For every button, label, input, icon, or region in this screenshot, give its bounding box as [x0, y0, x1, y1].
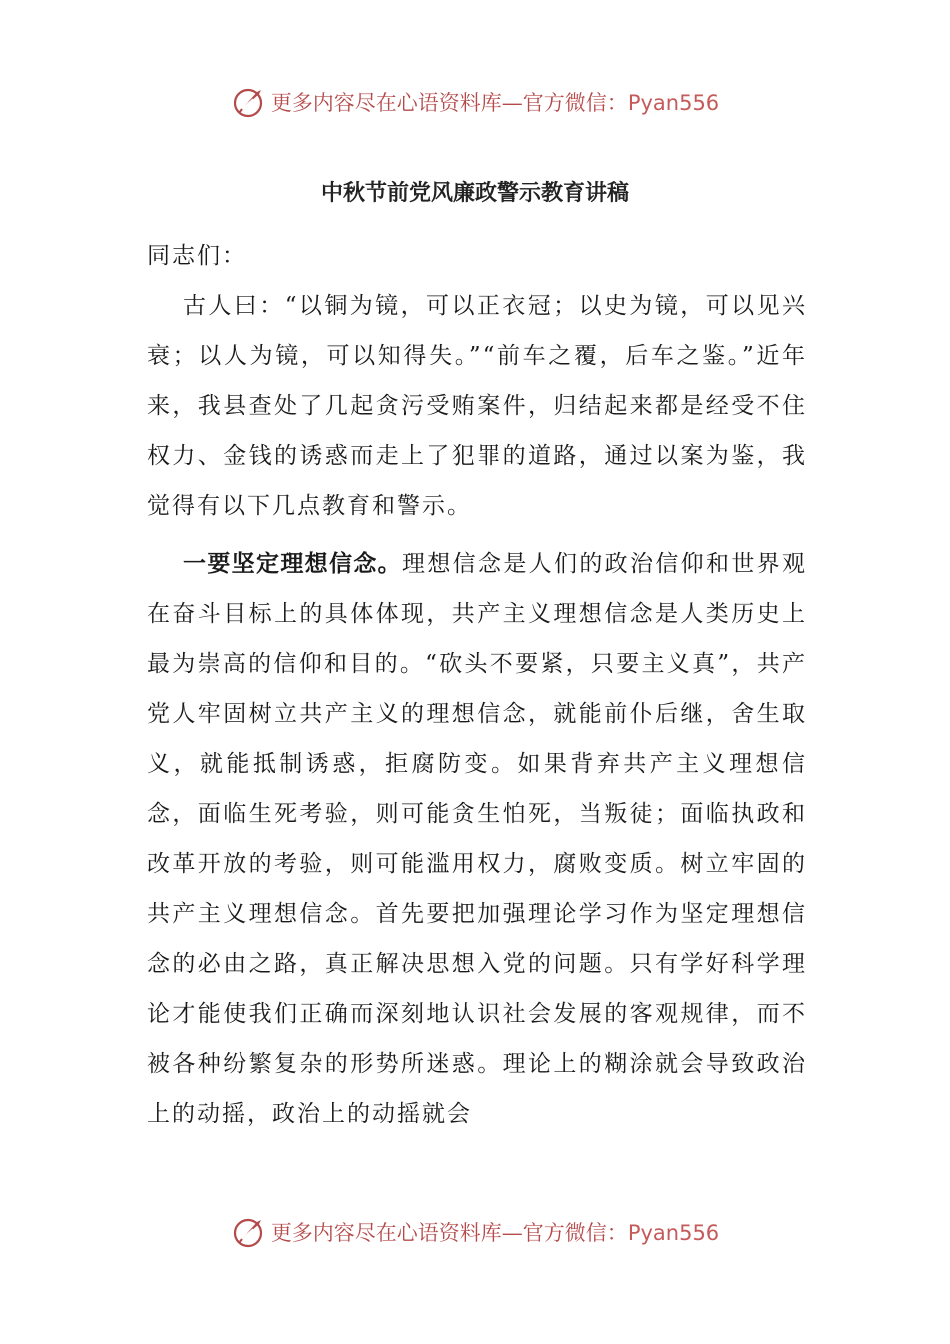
banner-label: 更多内容尽在心语资料库—官方微信：	[270, 91, 628, 115]
quill-pen-logo-icon	[231, 84, 267, 120]
banner-label: 更多内容尽在心语资料库—官方微信：	[270, 1221, 628, 1245]
paragraph-body: 理想信念是人们的政治信仰和世界观在奋斗目标上的具体体现，共产主义理想信念是人类历史上最为崇高的信仰和目的。“砍头不要紧，只要主义真”，共产党人牢固树立共产主义的理想信念，就能前仆后继，舍生取义，就能抵制诱惑，拒腐防变。如果背弃共产主义理想信念，面临生死考验，则可能贪生怕死，当叛徒；面临执政和改革开放的考验，则可能滥用权力，腐败变质。树立牢固的共产主义理想信念。首先要把加强理论学习作为坚定理想信念的必由之路，真正解决思想入党的问题。只有学好科学理论才能使我们正确而深刻地认识社会发展的客观规律，而不被各种纷繁复杂的形势所迷惑。理论上的糊涂就会导致政治上的动摇，政治上的动摇就会	[147, 551, 808, 1127]
footer-banner	[0, 1212, 950, 1252]
quill-pen-logo-icon	[231, 1214, 267, 1250]
header-banner	[0, 82, 950, 122]
banner-text	[271, 1217, 719, 1247]
greeting: 同志们：	[147, 243, 247, 269]
banner-text	[271, 87, 719, 117]
document-body	[147, 231, 807, 1139]
document-title: 中秋节前党风廉政警示教育讲稿	[320, 181, 629, 206]
wechat-id: Pyan556	[627, 91, 720, 115]
paragraph-lead: 一要坚定理想信念。	[183, 551, 402, 577]
paragraph-ideals	[147, 539, 807, 1139]
paragraph-intro: 古人曰：“以铜为镜，可以正衣冠；以史为镜，可以见兴衰；以人为镜，可以知得失。”“前车之覆，后车之鉴。”近年来，我县查处了几起贪污受贿案件，归结起来都是经受不住权力、金钱的诱惑而走上了犯罪的道路，通过以案为鉴，我觉得有以下几点教育和警示。	[147, 293, 807, 519]
wechat-id: Pyan556	[627, 1221, 720, 1245]
